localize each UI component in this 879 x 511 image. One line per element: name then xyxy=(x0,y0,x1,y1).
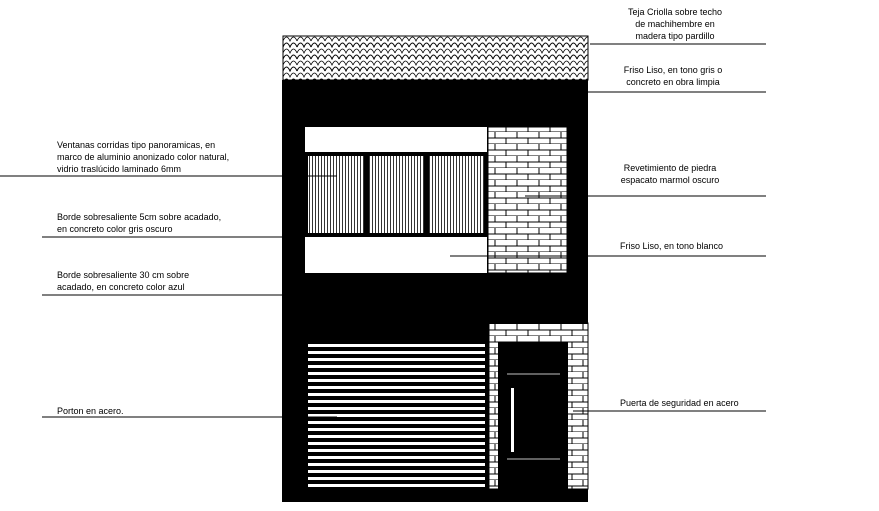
gate-slat xyxy=(308,484,485,487)
gate-slat xyxy=(308,386,485,389)
door-handle xyxy=(511,388,514,452)
gate-slat xyxy=(308,442,485,445)
gate-slat xyxy=(308,435,485,438)
gate-slat xyxy=(308,372,485,375)
gate-slat xyxy=(308,470,485,473)
gate-slat xyxy=(308,393,485,396)
window-pane-2 xyxy=(369,156,424,233)
gate-slat xyxy=(308,456,485,459)
upper-white-band xyxy=(305,127,487,152)
label-porton: Porton en acero. xyxy=(57,406,124,416)
label-piedra: Revetimiento de piedra espacato marmol oscuro xyxy=(620,163,720,185)
upper-stone-cladding xyxy=(488,127,567,273)
gate-slat xyxy=(308,463,485,466)
label-ventanas: Ventanas corridas tipo panoramicas, en marco de aluminio anonizado color natural, vidrio traslúcido laminado 6mm xyxy=(57,140,230,174)
gate-slat xyxy=(308,358,485,361)
label-teja: Teja Criolla sobre techo de machihembre en madera tipo pardillo xyxy=(627,7,723,41)
gate-slat xyxy=(308,428,485,431)
label-borde5: Borde sobresaliente 5cm sobre acadado, en concreto color gris oscuro xyxy=(57,212,222,234)
lower-white-band xyxy=(305,237,487,273)
security-door xyxy=(498,342,568,489)
label-borde30: Borde sobresaliente 30 cm sobre acadado, en concreto color azul xyxy=(57,270,190,292)
gate-slat xyxy=(308,477,485,480)
label-friso-gris: Friso Liso, en tono gris o concreto en obra limpia xyxy=(623,65,723,87)
gate-slat xyxy=(308,351,485,354)
gate-slat xyxy=(308,400,485,403)
window-pane-1 xyxy=(308,156,364,233)
roof-tiles xyxy=(283,36,588,80)
gate-slat xyxy=(308,379,485,382)
gate-slat xyxy=(308,421,485,424)
label-friso-blanco: Friso Liso, en tono blanco xyxy=(620,241,724,251)
gate-slat xyxy=(308,365,485,368)
window-pane-3 xyxy=(429,156,484,233)
gate-slat xyxy=(308,449,485,452)
gate-slat xyxy=(308,344,485,347)
gate-slat xyxy=(308,407,485,410)
label-puerta: Puerta de seguridad en acero xyxy=(620,398,739,408)
gate-slats xyxy=(308,344,485,487)
